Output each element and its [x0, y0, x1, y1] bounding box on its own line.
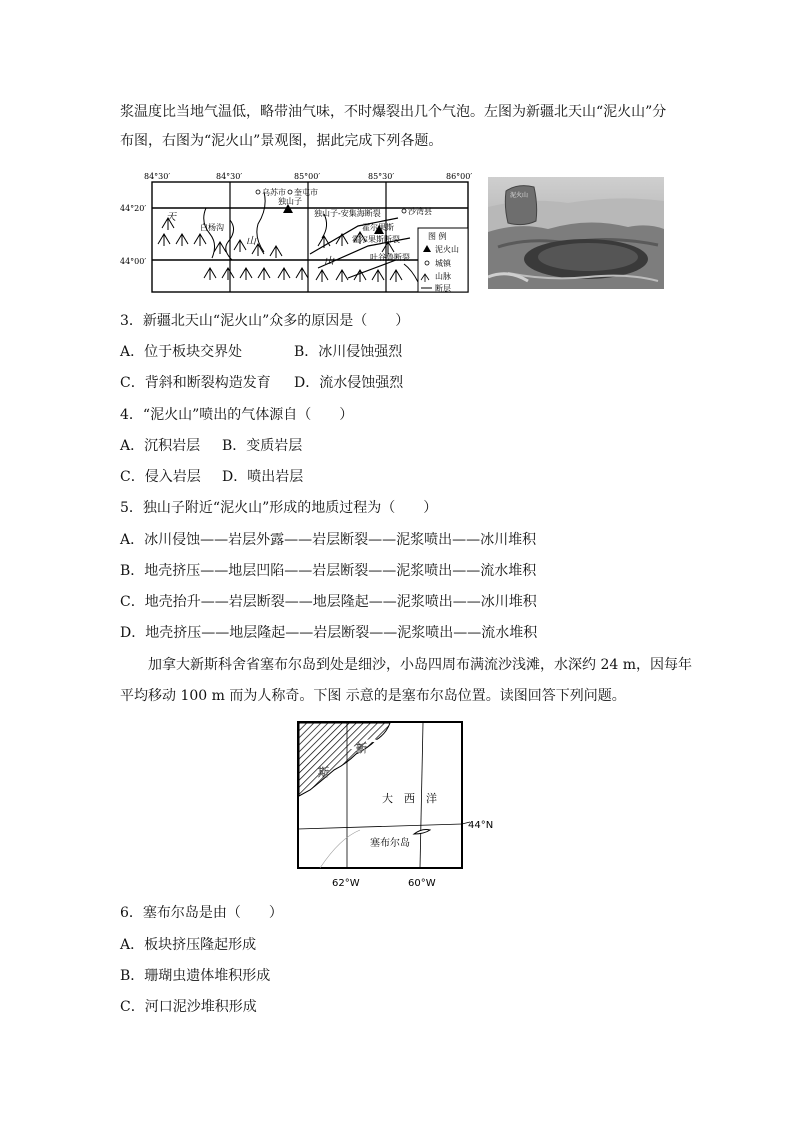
lon-label: 86°00′	[446, 172, 473, 181]
q6-option-b: B．珊瑚虫遗体堆积形成	[120, 968, 271, 984]
lon-label: 60°W	[408, 878, 436, 889]
q5-option-b: B．地壳挤压——地层凹陷——岩层断裂——泥浆喷出——流水堆积	[120, 563, 537, 579]
terrain-label: 天	[166, 212, 176, 223]
q4-option-d: D．喷出岩层	[222, 469, 304, 485]
tianshan-mud-volcano-map	[118, 168, 478, 296]
q3-option-c: C．背斜和断裂构造发育	[120, 375, 271, 391]
town-label: 霍尔果斯	[362, 223, 394, 232]
q6-option-c: C．河口泥沙堆积形成	[120, 999, 257, 1015]
ocean-label: 大 西 洋	[382, 792, 437, 805]
q3-option-b: B．冰川侵蚀强烈	[294, 344, 403, 360]
photo-sign-text: 泥火山	[510, 192, 529, 199]
town-label: 乌苏市	[262, 188, 286, 197]
fault-label: 独山子-安集海断裂	[314, 209, 381, 218]
sable-island-map	[290, 718, 500, 892]
q5-option-d: D．地壳挤压——地层隆起——岩层断裂——泥浆喷出——流水堆积	[120, 625, 538, 641]
lat-label: 44°20′	[120, 204, 147, 213]
town-label: 奎屯市	[294, 188, 318, 197]
lon-label: 85°30′	[368, 172, 395, 181]
question-6-stem: 6．塞布尔岛是由（ ）	[120, 905, 283, 921]
terrain-label: 山	[246, 236, 256, 247]
q4-option-b: B．变质岩层	[222, 438, 303, 454]
q6-option-a: A．板块挤压隆起形成	[120, 937, 257, 953]
town-label: 沙湾县	[408, 207, 432, 216]
legend-item: 断层	[435, 284, 451, 293]
land-label: 新	[356, 742, 367, 755]
legend-item: 泥火山	[435, 245, 459, 254]
lat-label: 44°N	[468, 820, 494, 831]
town-label: 独山子	[278, 197, 302, 206]
legend-title: 图 例	[428, 232, 447, 241]
terrain-label: 山	[324, 256, 334, 267]
q5-option-c: C．地壳抬升——岩层断裂——地层隆起——泥浆喷出——冰川堆积	[120, 594, 537, 610]
map-legend	[418, 228, 468, 293]
lon-label: 84°30′	[216, 172, 243, 181]
passage-2-line-2: 平均移动 100 m 而为人称奇。下图 示意的是塞布尔岛位置。读图回答下列问题。	[120, 688, 626, 704]
q5-option-a: A．冰川侵蚀——岩层外露——岩层断裂——泥浆喷出——冰川堆积	[120, 532, 537, 548]
island-label: 塞布尔岛	[370, 838, 410, 849]
q3-option-d: D．流水侵蚀强烈	[294, 375, 404, 391]
legend-item: 城镇	[435, 259, 451, 268]
intro-line-1: 浆温度比当地气温低，略带油气味，不时爆裂出几个气泡。左图为新疆北天山“泥火山”分	[120, 104, 667, 120]
land-label: 斯	[318, 766, 329, 779]
place-label: 白杨沟	[200, 223, 224, 232]
q3-option-a: A．位于板块交界处	[120, 344, 243, 360]
passage-2-line-1: 加拿大新斯科舍省塞布尔岛到处是细沙，小岛四周布满流沙浅滩，水深约 24 m，因每年	[148, 657, 692, 673]
intro-line-2: 布图，右图为“泥火山”景观图，据此完成下列各题。	[120, 133, 443, 149]
question-4-stem: 4．“泥火山”喷出的气体源自（ ）	[120, 407, 354, 423]
q4-option-c: C．侵入岩层	[120, 469, 201, 485]
legend-item: 山脉	[435, 272, 451, 281]
lon-label: 84°30′	[144, 172, 171, 181]
mud-volcano-photo	[488, 177, 664, 289]
lon-label: 85°00′	[294, 172, 321, 181]
question-3-stem: 3．新疆北天山“泥火山”众多的原因是（ ）	[120, 313, 410, 329]
lon-label: 62°W	[332, 878, 360, 889]
q4-option-a: A．沉积岩层	[120, 438, 201, 454]
fault-label: 吐谷鲁断裂	[370, 253, 410, 262]
lat-label: 44°00′	[120, 257, 147, 266]
fault-label: 霍尔果斯断裂	[352, 235, 400, 244]
question-5-stem: 5．独山子附近“泥火山”形成的地质过程为（ ）	[120, 500, 438, 516]
